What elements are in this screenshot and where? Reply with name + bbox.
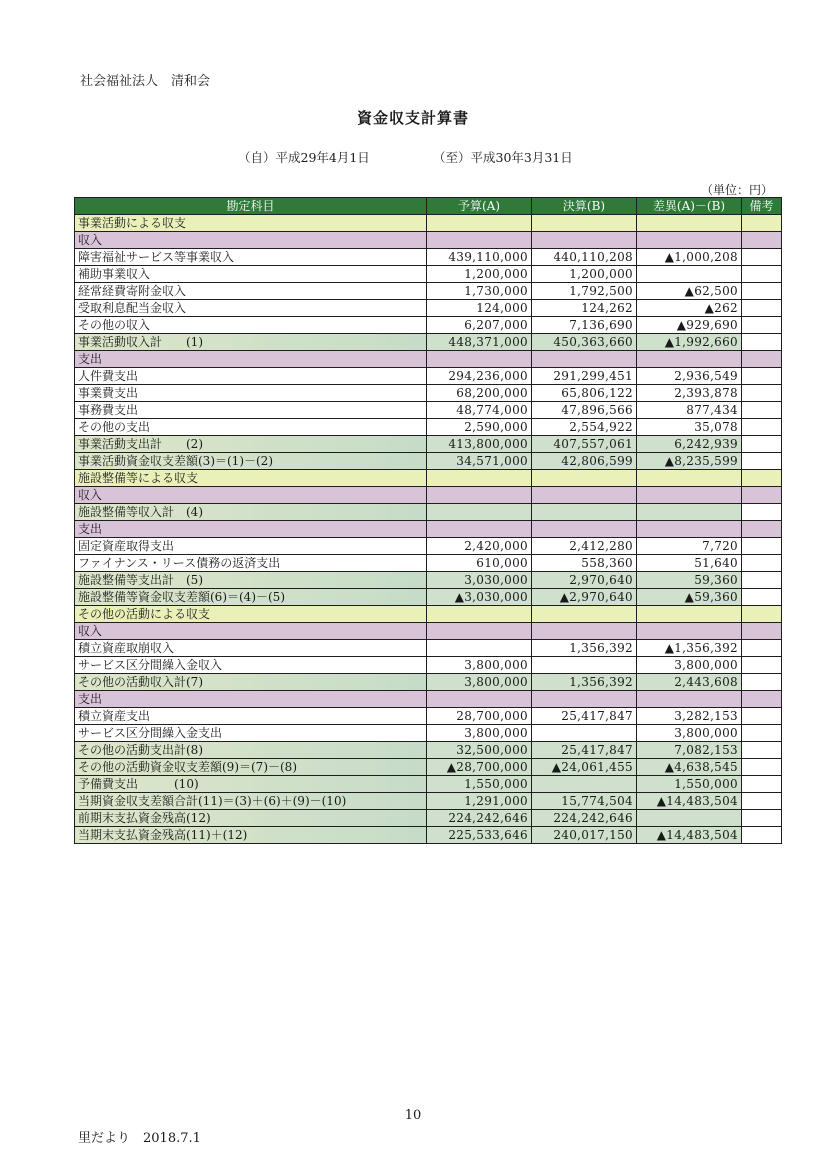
row-label: 事務費支出 <box>75 402 427 419</box>
unit-label: （単位：円） <box>700 183 773 197</box>
row-label: 収入 <box>75 623 427 640</box>
row-label: 事業活動収入計 (1) <box>75 334 427 351</box>
budget-cell: 224,242,646 <box>427 810 532 827</box>
table-row <box>75 538 782 555</box>
budget-cell: 1,550,000 <box>427 776 532 793</box>
actual-cell: 2,554,922 <box>532 419 637 436</box>
note-cell <box>742 504 782 521</box>
diff-cell: ▲59,360 <box>637 589 742 606</box>
diff-cell: 3,800,000 <box>637 657 742 674</box>
diff-cell <box>637 504 742 521</box>
actual-cell: ▲2,970,640 <box>532 589 637 606</box>
organization-name: 社会福祉法人 清和会 <box>80 74 211 89</box>
actual-cell <box>532 776 637 793</box>
diff-cell: 51,640 <box>637 555 742 572</box>
actual-cell <box>532 215 637 232</box>
budget-cell: 3,030,000 <box>427 572 532 589</box>
diff-cell <box>637 215 742 232</box>
actual-cell: 2,412,280 <box>532 538 637 555</box>
table-row <box>75 385 782 402</box>
note-cell <box>742 623 782 640</box>
diff-cell <box>637 623 742 640</box>
diff-cell <box>637 691 742 708</box>
note-cell <box>742 215 782 232</box>
actual-cell <box>532 232 637 249</box>
note-cell <box>742 351 782 368</box>
row-label: 前期末支払資金残高(12) <box>75 810 427 827</box>
table-row <box>75 759 782 776</box>
diff-cell <box>637 810 742 827</box>
budget-cell: 124,000 <box>427 300 532 317</box>
budget-cell <box>427 606 532 623</box>
header-note: 備考 <box>742 198 782 215</box>
table-row <box>75 708 782 725</box>
note-cell <box>742 300 782 317</box>
budget-cell <box>427 232 532 249</box>
actual-cell: 25,417,847 <box>532 708 637 725</box>
note-cell <box>742 572 782 589</box>
diff-cell <box>637 521 742 538</box>
budget-cell: 1,200,000 <box>427 266 532 283</box>
table-row <box>75 215 782 232</box>
row-label: 補助事業収入 <box>75 266 427 283</box>
budget-cell: 413,800,000 <box>427 436 532 453</box>
note-cell <box>742 810 782 827</box>
table-row <box>75 487 782 504</box>
diff-cell <box>637 232 742 249</box>
budget-cell: 48,774,000 <box>427 402 532 419</box>
document-title: 資金収支計算書 <box>356 109 469 127</box>
diff-cell: 1,550,000 <box>637 776 742 793</box>
budget-cell: ▲3,030,000 <box>427 589 532 606</box>
table-row <box>75 793 782 810</box>
note-cell <box>742 640 782 657</box>
budget-cell: 2,420,000 <box>427 538 532 555</box>
table-row <box>75 742 782 759</box>
note-cell <box>742 385 782 402</box>
actual-cell: 450,363,660 <box>532 334 637 351</box>
table-row <box>75 521 782 538</box>
row-label: 人件費支出 <box>75 368 427 385</box>
diff-cell <box>637 606 742 623</box>
row-label: 支出 <box>75 691 427 708</box>
note-cell <box>742 691 782 708</box>
row-label: 受取利息配当金収入 <box>75 300 427 317</box>
row-label: その他の支出 <box>75 419 427 436</box>
table-row <box>75 827 782 844</box>
actual-cell <box>532 691 637 708</box>
note-cell <box>742 487 782 504</box>
cash-flow-table <box>74 197 782 844</box>
actual-cell: 47,896,566 <box>532 402 637 419</box>
actual-cell <box>532 351 637 368</box>
note-cell <box>742 742 782 759</box>
actual-cell <box>532 504 637 521</box>
note-cell <box>742 674 782 691</box>
table-row <box>75 232 782 249</box>
actual-cell <box>532 606 637 623</box>
note-cell <box>742 827 782 844</box>
budget-cell: 3,800,000 <box>427 674 532 691</box>
row-label: 障害福祉サービス等事業収入 <box>75 249 427 266</box>
budget-cell: 34,571,000 <box>427 453 532 470</box>
note-cell <box>742 793 782 810</box>
note-cell <box>742 266 782 283</box>
diff-cell: ▲1,000,208 <box>637 249 742 266</box>
table-row <box>75 555 782 572</box>
note-cell <box>742 232 782 249</box>
note-cell <box>742 657 782 674</box>
row-label: 収入 <box>75 487 427 504</box>
table-row <box>75 334 782 351</box>
budget-cell <box>427 470 532 487</box>
actual-cell: 291,299,451 <box>532 368 637 385</box>
actual-cell: 7,136,690 <box>532 317 637 334</box>
budget-cell <box>427 487 532 504</box>
actual-cell: 42,806,599 <box>532 453 637 470</box>
footer-text: 里だより 2018.7.1 <box>78 1131 201 1146</box>
note-cell <box>742 538 782 555</box>
period-to: （至）平成30年3月31日 <box>433 150 573 165</box>
note-cell <box>742 521 782 538</box>
note-cell <box>742 368 782 385</box>
budget-cell: 32,500,000 <box>427 742 532 759</box>
budget-cell <box>427 521 532 538</box>
table-row <box>75 640 782 657</box>
diff-cell: ▲14,483,504 <box>637 827 742 844</box>
row-label: 施設整備等支出計 (5) <box>75 572 427 589</box>
table-row <box>75 436 782 453</box>
diff-cell: ▲14,483,504 <box>637 793 742 810</box>
table-row <box>75 725 782 742</box>
row-label: サービス区分間繰入金収入 <box>75 657 427 674</box>
diff-cell: ▲4,638,545 <box>637 759 742 776</box>
row-label: 経常経費寄附金収入 <box>75 283 427 300</box>
actual-cell <box>532 725 637 742</box>
note-cell <box>742 725 782 742</box>
diff-cell: ▲1,356,392 <box>637 640 742 657</box>
row-label: 事業費支出 <box>75 385 427 402</box>
table-row <box>75 589 782 606</box>
budget-cell: 2,590,000 <box>427 419 532 436</box>
actual-cell <box>532 623 637 640</box>
diff-cell <box>637 470 742 487</box>
diff-cell <box>637 487 742 504</box>
actual-cell: 1,356,392 <box>532 640 637 657</box>
note-cell <box>742 606 782 623</box>
row-label: 積立資産支出 <box>75 708 427 725</box>
row-label: 事業活動資金収支差額(3)＝(1)－(2) <box>75 453 427 470</box>
actual-cell: 240,017,150 <box>532 827 637 844</box>
table-row <box>75 776 782 793</box>
actual-cell: ▲24,061,455 <box>532 759 637 776</box>
budget-cell: 439,110,000 <box>427 249 532 266</box>
actual-cell: 407,557,061 <box>532 436 637 453</box>
budget-cell: 6,207,000 <box>427 317 532 334</box>
table-row <box>75 249 782 266</box>
budget-cell <box>427 691 532 708</box>
diff-cell: 7,720 <box>637 538 742 555</box>
actual-cell: 558,360 <box>532 555 637 572</box>
row-label: サービス区分間繰入金支出 <box>75 725 427 742</box>
table-row <box>75 419 782 436</box>
table-row <box>75 283 782 300</box>
actual-cell: 1,356,392 <box>532 674 637 691</box>
diff-cell: ▲62,500 <box>637 283 742 300</box>
diff-cell: 2,393,878 <box>637 385 742 402</box>
budget-cell <box>427 351 532 368</box>
row-label: ファイナンス・リース債務の返済支出 <box>75 555 427 572</box>
actual-cell: 65,806,122 <box>532 385 637 402</box>
page-number: 10 <box>404 1108 422 1123</box>
table-row <box>75 606 782 623</box>
budget-cell: 294,236,000 <box>427 368 532 385</box>
note-cell <box>742 283 782 300</box>
actual-cell: 2,970,640 <box>532 572 637 589</box>
budget-cell: 3,800,000 <box>427 657 532 674</box>
budget-cell: 1,730,000 <box>427 283 532 300</box>
row-label: 固定資産取得支出 <box>75 538 427 555</box>
row-label: 当期末支払資金残高(11)＋(12) <box>75 827 427 844</box>
actual-cell: 25,417,847 <box>532 742 637 759</box>
actual-cell <box>532 657 637 674</box>
table-row <box>75 504 782 521</box>
budget-cell <box>427 504 532 521</box>
actual-cell: 440,110,208 <box>532 249 637 266</box>
diff-cell: 7,082,153 <box>637 742 742 759</box>
actual-cell <box>532 470 637 487</box>
row-label: 支出 <box>75 521 427 538</box>
row-label: 施設整備等資金収支差額(6)＝(4)－(5) <box>75 589 427 606</box>
table-row <box>75 266 782 283</box>
note-cell <box>742 589 782 606</box>
diff-cell: 59,360 <box>637 572 742 589</box>
table-row <box>75 674 782 691</box>
header-item: 勘定科目 <box>75 198 427 215</box>
actual-cell <box>532 521 637 538</box>
diff-cell: 3,800,000 <box>637 725 742 742</box>
row-label: その他の活動支出計(8) <box>75 742 427 759</box>
note-cell <box>742 436 782 453</box>
row-label: その他の活動による収支 <box>75 606 427 623</box>
row-label: 予備費支出 (10) <box>75 776 427 793</box>
row-label: 施設整備等による収支 <box>75 470 427 487</box>
row-label: その他の活動資金収支差額(9)＝(7)－(8) <box>75 759 427 776</box>
diff-cell: 3,282,153 <box>637 708 742 725</box>
row-label: 積立資産取崩収入 <box>75 640 427 657</box>
note-cell <box>742 334 782 351</box>
budget-cell: 3,800,000 <box>427 725 532 742</box>
row-label: 収入 <box>75 232 427 249</box>
diff-cell: 2,936,549 <box>637 368 742 385</box>
table-row <box>75 402 782 419</box>
note-cell <box>742 776 782 793</box>
budget-cell <box>427 623 532 640</box>
table-row <box>75 317 782 334</box>
diff-cell: ▲1,992,660 <box>637 334 742 351</box>
budget-cell: 1,291,000 <box>427 793 532 810</box>
diff-cell: ▲262 <box>637 300 742 317</box>
row-label: 事業活動による収支 <box>75 215 427 232</box>
actual-cell: 224,242,646 <box>532 810 637 827</box>
diff-cell: 6,242,939 <box>637 436 742 453</box>
table-header-row <box>75 198 782 215</box>
note-cell <box>742 453 782 470</box>
table-row <box>75 453 782 470</box>
row-label: その他の収入 <box>75 317 427 334</box>
note-cell <box>742 555 782 572</box>
table-row <box>75 691 782 708</box>
actual-cell: 124,262 <box>532 300 637 317</box>
actual-cell <box>532 487 637 504</box>
table-row <box>75 351 782 368</box>
diff-cell <box>637 351 742 368</box>
budget-cell <box>427 640 532 657</box>
actual-cell: 15,774,504 <box>532 793 637 810</box>
budget-cell: 68,200,000 <box>427 385 532 402</box>
row-label: 事業活動支出計 (2) <box>75 436 427 453</box>
diff-cell: 877,434 <box>637 402 742 419</box>
budget-cell: 448,371,000 <box>427 334 532 351</box>
table-row <box>75 810 782 827</box>
table-row <box>75 657 782 674</box>
note-cell <box>742 317 782 334</box>
note-cell <box>742 249 782 266</box>
table-row <box>75 368 782 385</box>
actual-cell: 1,792,500 <box>532 283 637 300</box>
row-label: その他の活動収入計(7) <box>75 674 427 691</box>
row-label: 当期資金収支差額合計(11)＝(3)＋(6)＋(9)－(10) <box>75 793 427 810</box>
row-label: 施設整備等収入計 (4) <box>75 504 427 521</box>
note-cell <box>742 470 782 487</box>
budget-cell: 610,000 <box>427 555 532 572</box>
diff-cell <box>637 266 742 283</box>
header-actual: 決算(B) <box>532 198 637 215</box>
budget-cell: 28,700,000 <box>427 708 532 725</box>
row-label: 支出 <box>75 351 427 368</box>
note-cell <box>742 708 782 725</box>
diff-cell: 35,078 <box>637 419 742 436</box>
table-row <box>75 470 782 487</box>
budget-cell: ▲28,700,000 <box>427 759 532 776</box>
note-cell <box>742 419 782 436</box>
table-row <box>75 300 782 317</box>
budget-cell: 225,533,646 <box>427 827 532 844</box>
note-cell <box>742 402 782 419</box>
budget-cell <box>427 215 532 232</box>
actual-cell: 1,200,000 <box>532 266 637 283</box>
period-from: （自）平成29年4月1日 <box>238 150 370 165</box>
diff-cell: ▲8,235,599 <box>637 453 742 470</box>
header-budget: 予算(A) <box>427 198 532 215</box>
table-row <box>75 572 782 589</box>
header-diff: 差異(A)－(B) <box>637 198 742 215</box>
diff-cell: 2,443,608 <box>637 674 742 691</box>
table-row <box>75 623 782 640</box>
note-cell <box>742 759 782 776</box>
diff-cell: ▲929,690 <box>637 317 742 334</box>
